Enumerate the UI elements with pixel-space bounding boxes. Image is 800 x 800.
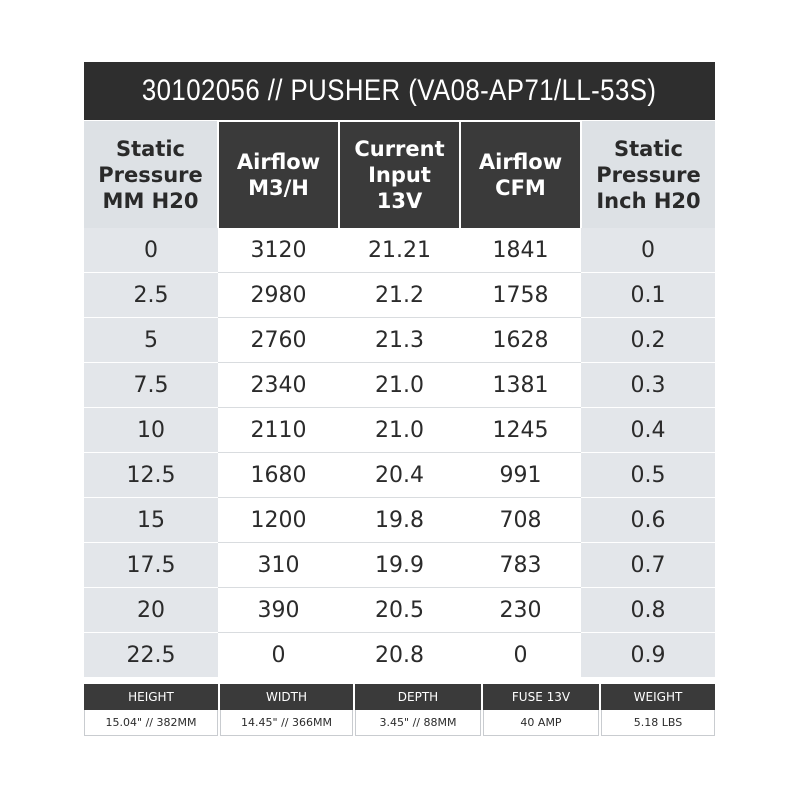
- spec-value: 14.45" // 366MM: [220, 710, 353, 736]
- spec-weight: [601, 684, 715, 736]
- table-row: [84, 543, 715, 588]
- cell-airflow-m3h: 2980: [218, 273, 339, 318]
- table-row: [84, 228, 715, 273]
- table-row: [84, 588, 715, 633]
- table-row: [84, 363, 715, 408]
- spec-height: [84, 684, 220, 736]
- cell-pressure-mm: 2.5: [84, 273, 218, 318]
- cell-pressure-mm: 0: [84, 228, 218, 273]
- cell-airflow-cfm: 1841: [460, 228, 581, 273]
- spec-value: 5.18 LBS: [601, 710, 715, 736]
- dimensions-bar: [84, 684, 715, 736]
- header-line: Airflow: [478, 150, 563, 174]
- header-line: Pressure: [596, 162, 701, 187]
- cell-current: 21.0: [339, 408, 460, 453]
- table-row: [84, 498, 715, 543]
- cell-pressure-mm: 7.5: [84, 363, 218, 408]
- header-static-pressure-inch: [581, 121, 715, 228]
- header-line: MM H20: [102, 188, 199, 213]
- cell-airflow-cfm: 783: [460, 543, 581, 588]
- cell-current: 21.0: [339, 363, 460, 408]
- spec-label: FUSE 13V: [483, 684, 599, 710]
- table-row: [84, 633, 715, 678]
- cell-current: 21.2: [339, 273, 460, 318]
- cell-pressure-inch: 0.8: [581, 588, 715, 633]
- cell-pressure-mm: 5: [84, 318, 218, 363]
- header-static-pressure-mm: [84, 121, 218, 228]
- cell-pressure-mm: 22.5: [84, 633, 218, 678]
- cell-pressure-inch: 0.9: [581, 633, 715, 678]
- cell-airflow-m3h: 1680: [218, 453, 339, 498]
- cell-current: 20.8: [339, 633, 460, 678]
- spec-label: HEIGHT: [84, 684, 218, 710]
- cell-current: 20.5: [339, 588, 460, 633]
- cell-current: 21.21: [339, 228, 460, 273]
- cell-airflow-m3h: 390: [218, 588, 339, 633]
- header-line: M3/H: [248, 176, 309, 200]
- cell-current: 19.9: [339, 543, 460, 588]
- cell-pressure-inch: 0.5: [581, 453, 715, 498]
- cell-airflow-cfm: 230: [460, 588, 581, 633]
- header-row: [84, 121, 715, 228]
- cell-airflow-cfm: 1628: [460, 318, 581, 363]
- spec-sheet: [84, 62, 715, 678]
- cell-airflow-m3h: 2760: [218, 318, 339, 363]
- spec-depth: [355, 684, 483, 736]
- page-title: 30102056 // PUSHER (VA08-AP71/LL-53S): [142, 74, 657, 107]
- header-line: Current: [354, 137, 445, 161]
- spec-label: WEIGHT: [601, 684, 715, 710]
- cell-airflow-cfm: 1245: [460, 408, 581, 453]
- cell-current: 20.4: [339, 453, 460, 498]
- cell-airflow-cfm: 991: [460, 453, 581, 498]
- spec-value: 40 AMP: [483, 710, 599, 736]
- cell-current: 19.8: [339, 498, 460, 543]
- cell-pressure-mm: 17.5: [84, 543, 218, 588]
- spec-width: [220, 684, 355, 736]
- cell-pressure-inch: 0.6: [581, 498, 715, 543]
- cell-pressure-inch: 0.3: [581, 363, 715, 408]
- spec-fuse: [483, 684, 601, 736]
- cell-airflow-cfm: 1758: [460, 273, 581, 318]
- spec-value: 15.04" // 382MM: [84, 710, 218, 736]
- cell-current: 21.3: [339, 318, 460, 363]
- table-row: [84, 453, 715, 498]
- header-line: Input: [368, 163, 431, 187]
- spec-value: 3.45" // 88MM: [355, 710, 481, 736]
- header-line: Static: [115, 136, 186, 161]
- table-row: [84, 408, 715, 453]
- cell-pressure-inch: 0: [581, 228, 715, 273]
- performance-table: [84, 120, 715, 678]
- header-line: Static: [613, 136, 684, 161]
- cell-pressure-inch: 0.4: [581, 408, 715, 453]
- spec-label: DEPTH: [355, 684, 481, 710]
- header-airflow-m3h: [218, 121, 339, 228]
- header-line: Inch H20: [596, 188, 701, 213]
- header-line: Pressure: [98, 162, 203, 187]
- table-row: [84, 318, 715, 363]
- cell-pressure-inch: 0.7: [581, 543, 715, 588]
- cell-airflow-m3h: 2110: [218, 408, 339, 453]
- header-line: Airflow: [236, 150, 321, 174]
- cell-airflow-m3h: 3120: [218, 228, 339, 273]
- cell-airflow-cfm: 708: [460, 498, 581, 543]
- cell-airflow-m3h: 310: [218, 543, 339, 588]
- cell-airflow-cfm: 1381: [460, 363, 581, 408]
- header-airflow-cfm: [460, 121, 581, 228]
- header-line: CFM: [495, 176, 546, 200]
- cell-pressure-mm: 10: [84, 408, 218, 453]
- cell-airflow-m3h: 1200: [218, 498, 339, 543]
- cell-airflow-m3h: 0: [218, 633, 339, 678]
- cell-pressure-mm: 15: [84, 498, 218, 543]
- title-bar: [84, 62, 715, 120]
- cell-pressure-mm: 12.5: [84, 453, 218, 498]
- cell-pressure-inch: 0.1: [581, 273, 715, 318]
- cell-airflow-m3h: 2340: [218, 363, 339, 408]
- cell-pressure-inch: 0.2: [581, 318, 715, 363]
- cell-airflow-cfm: 0: [460, 633, 581, 678]
- header-current-input: [339, 121, 460, 228]
- spec-label: WIDTH: [220, 684, 353, 710]
- table-row: [84, 273, 715, 318]
- cell-pressure-mm: 20: [84, 588, 218, 633]
- header-line: 13V: [376, 189, 423, 213]
